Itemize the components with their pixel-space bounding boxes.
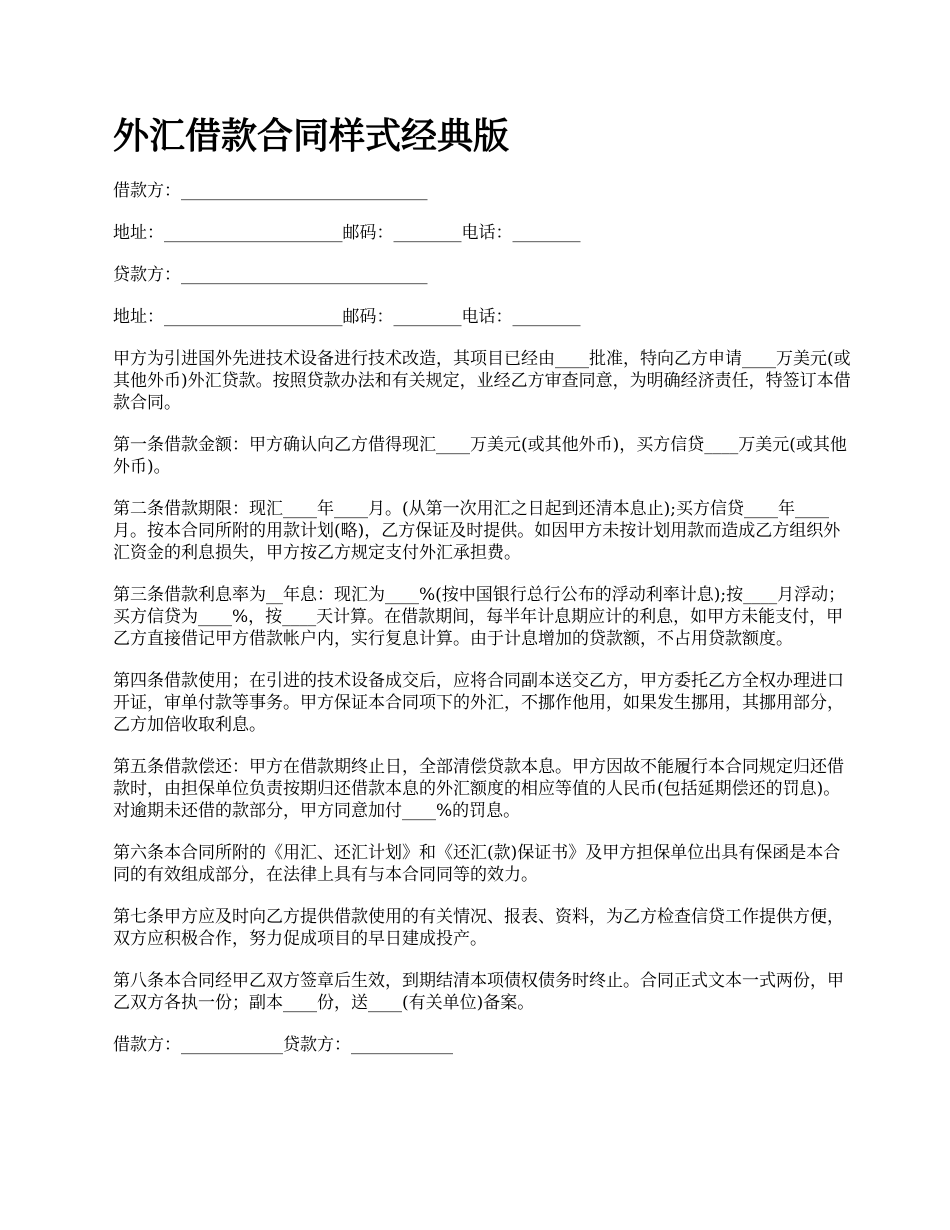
article-6-attachments: 第六条本合同所附的《用汇、还汇计划》和《还汇(款)保证书》及甲方担保单位出具有保函是本合同的有效组成部分，在法律上具有与本合同同等的效力。 bbox=[113, 843, 841, 885]
preamble-paragraph: 甲方为引进国外先进技术设备进行技术改造，其项目已经由____批准，特向乙方申请____万美元(或其他外币)外汇贷款。按照贷款办法和有关规定，业经乙方审查同意，为明确经济责任，特签订本借款合同。 bbox=[113, 349, 851, 413]
document-page bbox=[113, 112, 853, 1076]
article-2-term: 第二条借款期限：现汇____年____月。(从第一次用汇之日起到还清本息止);买方信贷____年____月。按本合同所附的用款计划(略)，乙方保证及时提供。如因甲方未按计划用款而造成乙方组织外汇资金的利息损失，甲方按乙方规定支付外汇承担费。 bbox=[113, 499, 841, 563]
article-8-effect: 第八条本合同经甲乙双方签章后生效，到期结清本项债权债务时终止。合同正式文本一式两份，甲乙双方各执一份；副本____份，送____(有关单位)备案。 bbox=[113, 971, 844, 1013]
lender-address-field: 地址：_____________________邮码：________电话：________ bbox=[113, 307, 581, 327]
article-1-amount: 第一条借款金额：甲方确认向乙方借得现汇____万美元(或其他外币)，买方信贷____万美元(或其他外币)。 bbox=[113, 435, 847, 477]
article-5-repayment: 第五条借款偿还：甲方在借款期终止日，全部清偿贷款本息。甲方因故不能履行本合同规定归还借款时，由担保单位负责按期归还借款本息的外汇额度的相应等值的人民币(包括延期偿还的罚息)。对逾期未还借的款部分，甲方同意加付____%的罚息。 bbox=[113, 757, 844, 821]
article-4-usage: 第四条借款使用；在引进的技术设备成交后，应将合同副本送交乙方，甲方委托乙方全权办理进口开证，审单付款等事务。甲方保证本合同项下的外汇，不挪作他用，如果发生挪用，其挪用部分，乙方加倍收取利息。 bbox=[113, 671, 844, 735]
signature-line: 借款方：____________贷款方：____________ bbox=[113, 1035, 453, 1055]
document-title: 外汇借款合同样式经典版 bbox=[113, 115, 510, 157]
borrower-address-field: 地址：_____________________邮码：________电话：________ bbox=[113, 223, 581, 243]
borrower-field: 借款方：_____________________________ bbox=[113, 181, 428, 201]
article-7-reporting: 第七条甲方应及时向乙方提供借款使用的有关情况、报表、资料，为乙方检查信贷工作提供方便，双方应积极合作，努力促成项目的早日建成投产。 bbox=[113, 907, 844, 949]
article-3-interest: 第三条借款利息率为__年息：现汇为____%(按中国银行总行公布的浮动利率计息);按____月浮动；买方信贷为____%，按____天计算。在借款期间，每半年计息期应计的利息，如甲方未能支付，甲乙方直接借记甲方借款帐户内，实行复息计算。由于计息增加的贷款额，不占用贷款额度。 bbox=[113, 585, 846, 649]
lender-field: 贷款方：_____________________________ bbox=[113, 265, 428, 285]
